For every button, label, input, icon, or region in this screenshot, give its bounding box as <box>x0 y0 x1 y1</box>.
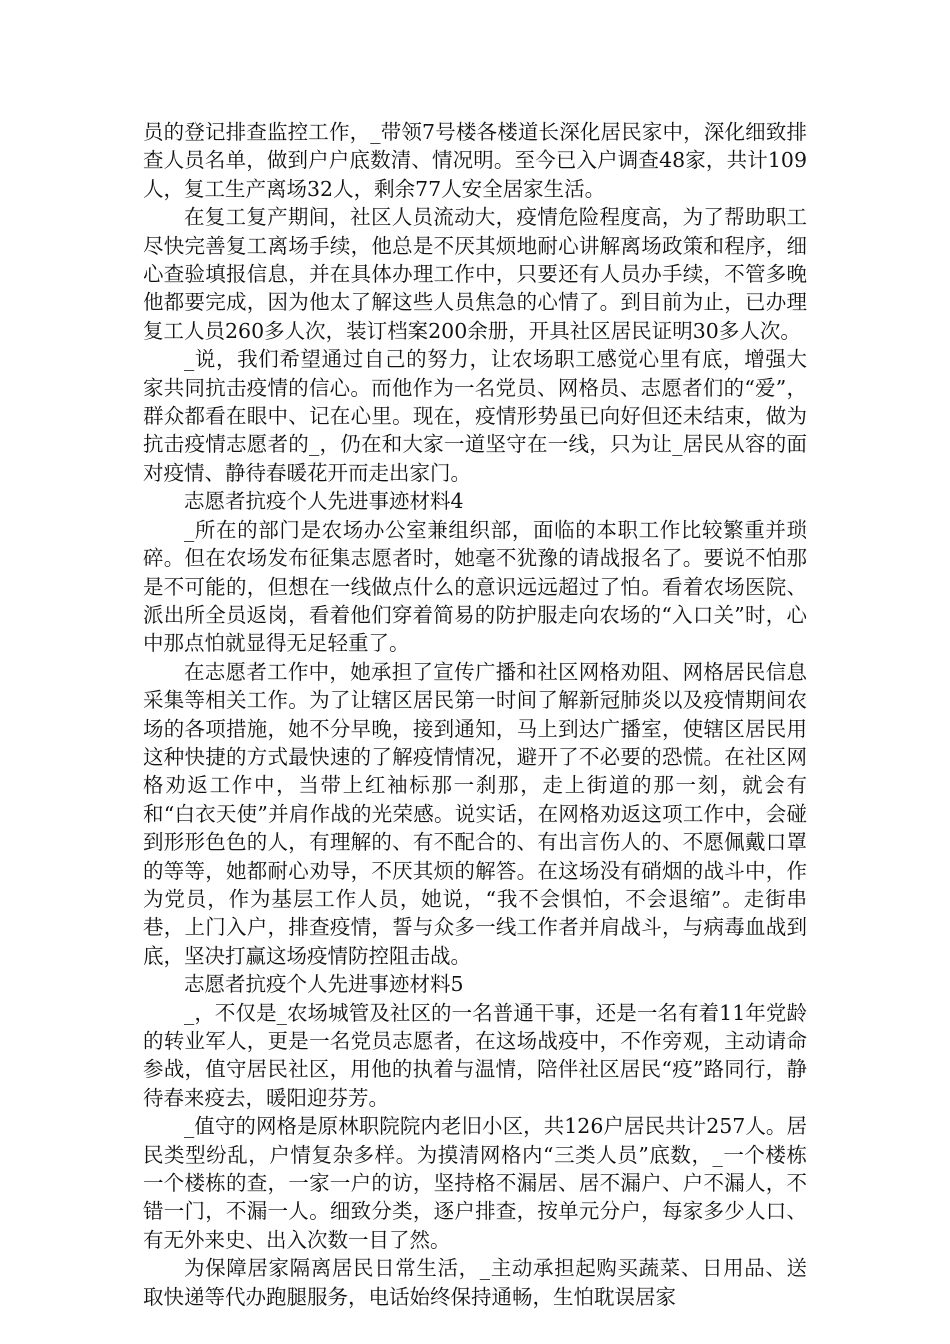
document-page <box>143 118 807 1311</box>
paragraph-4: _所在的部门是农场办公室兼组织部，面临的本职工作比较繁重并琐碎。但在农场发布征集志愿者时，她毫不犹豫的请战报名了。要说不怕那是不可能的，但想在一线做点什么的意识远远超过了怕。看着农场医院、派出所全员返岗，看着他们穿着简易的防护服走向农场的“入口关”时，心中那点怕就显得无足轻重了。 <box>143 517 807 656</box>
paragraph-1: 员的登记排查监控工作，_带领7号楼各楼道长深化居民家中，深化细致排查人员名单，做到户户底数清、情况明。至今已入户调查48家，共计109人，复工生产离场32人，剩余77人安全居家生活。 <box>143 120 807 201</box>
section-heading-5: 志愿者抗疫个人先进事迹材料5 <box>184 972 464 997</box>
paragraph-7: _值守的网格是原林职院院内老旧小区，共126户居民共计257人。居民类型纷乱，户情复杂多样。为摸清网格内“三类人员”底数，_一个楼栋一个楼栋的查，一家一户的访，坚持格不漏居、居不漏户、户不漏人，不错一门，不漏一人。细致分类，逐户排查，按单元分户，每家多少人口、有无外来史、出入次数一目了然。 <box>143 1114 807 1252</box>
paragraph-8: 为保障居家隔离居民日常生活，_主动承担起购买蔬菜、日用品、送取快递等代办跑腿服务，电话始终保持通畅，生怕耽误居家 <box>143 1256 807 1309</box>
paragraph-3: _说，我们希望通过自己的努力，让农场职工感觉心里有底，增强大家共同抗击疫情的信心。而他作为一名党员、网格员、志愿者们的“爱”，群众都看在眼中、记在心里。现在，疫情形势虽已向好但还未结束，做为抗击疫情志愿者的_，仍在和大家一道坚守在一线，只为让_居民从容的面对疫情、静待春暖花开而走出家门。 <box>143 347 807 485</box>
paragraph-6: _，不仅是_农场城管及社区的一名普通干事，还是一名有着11年党龄的转业军人，更是一名党员志愿者，在这场战疫中，不作旁观，主动请命参战，值守居民社区，用他的执着与温情，陪伴社区居民“疫”路同行，静待春来疫去，暖阳迎芬芳。 <box>143 1000 807 1110</box>
paragraph-5: 在志愿者工作中，她承担了宣传广播和社区网格劝阻、网格居民信息采集等相关工作。为了让辖区居民第一时间了解新冠肺炎以及疫情期间农场的各项措施，她不分早晚，接到通知，马上到达广播室，使辖区居民用这种快捷的方式最快速的了解疫情情况，避开了不必要的恐慌。在社区网格劝返工作中，当带上红袖标那一刹那，走上街道的那一刻，就会有和“白衣天使”并肩作战的光荣感。说实话，在网格劝返这项工作中，会碰到形形色色的人，有理解的、有不配合的、有出言伤人的、不愿佩戴口罩的等等，她都耐心劝导，不厌其烦的解答。在这场没有硝烟的战斗中，作为党员，作为基层工作人员，她说，“我不会惧怕，不会退缩”。走街串巷，上门入户，排查疫情，誓与众多一线工作者并肩战斗，与病毒血战到底，坚决打赢这场疫情防控阻击战。 <box>143 659 807 968</box>
paragraph-2: 在复工复产期间，社区人员流动大，疫情危险程度高，为了帮助职工尽快完善复工离场手续，他总是不厌其烦地耐心讲解离场政策和程序，细心查验填报信息，并在具体办理工作中，只要还有人员办手续，不管多晚他都要完成，因为他太了解这些人员焦急的心情了。到目前为止，已办理复工人员260多人次，装订档案200余册，开具社区居民证明30多人次。 <box>143 205 807 343</box>
section-heading-4: 志愿者抗疫个人先进事迹材料4 <box>184 489 464 514</box>
